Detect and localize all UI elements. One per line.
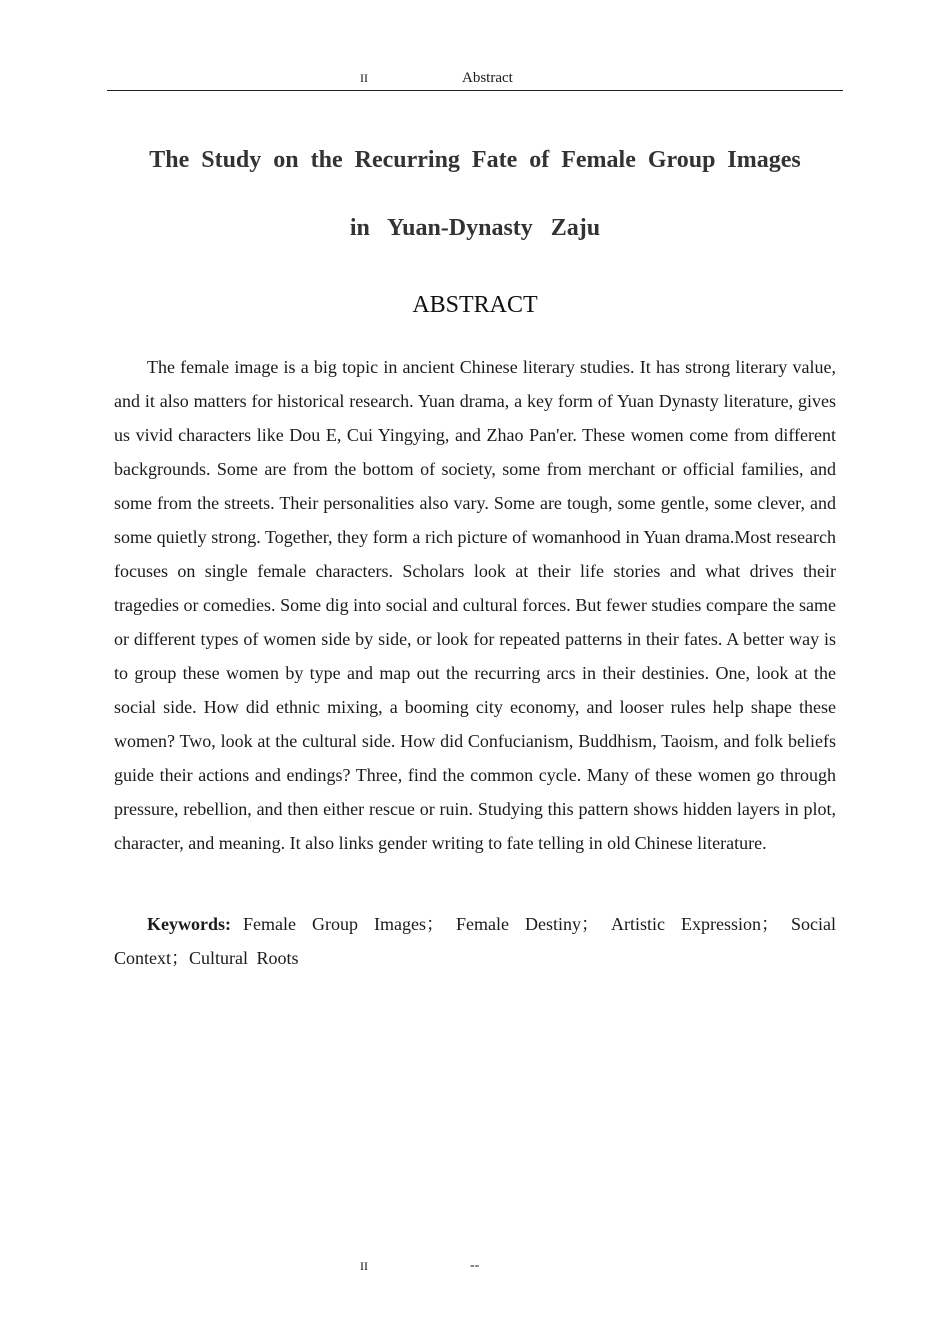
keyword-separator: ；: [171, 948, 189, 968]
abstract-heading: ABSTRACT: [412, 292, 538, 318]
page-header: [107, 68, 843, 91]
footer-page-number: II: [360, 1259, 368, 1273]
keyword-item: Social Context: [114, 914, 837, 968]
header-section-title: Abstract: [462, 70, 513, 86]
footer-marker: --: [470, 1258, 480, 1273]
keyword-separator: ；: [761, 914, 780, 934]
keywords: [114, 907, 836, 975]
keyword-separator: ；: [426, 914, 444, 934]
keyword-item: Artistic Expression: [611, 914, 762, 934]
header-page-number: II: [360, 71, 368, 85]
keywords-label: Keywords:: [147, 914, 231, 934]
keyword-item: Cultural Roots: [189, 948, 299, 968]
abstract-body: The female image is a big topic in ancient Chinese literary studies. It has strong literary value, and it also matters for historical research. Yuan drama, a key form of Yuan Dynasty literature, gives us vivid characters like Dou E, Cui Yingying, and Zhao Pan'er. These women come from different backgrounds. Some are from the bottom of society, some from merchant or official families, and some from the streets. Their personalities also vary. Some are tough, some gentle, some clever, and some quietly strong. Together, they form a rich picture of womanhood in Yuan drama.Most research focuses on single female characters. Scholars look at their life stories and what drives their tragedies or comedies. Some dig into social and cultural forces. But fewer studies compare the same or different types of women side by side, or look for repeated patterns in their fates. A better way is to group these women by type and map out the recurring arcs in their destinies. One, look at the social side. How did ethnic mixing, a booming city economy, and looser rules help shape these women? Two, look at the cultural side. How did Confucianism, Buddhism, Taoism, and folk beliefs guide their actions and endings? Three, find the common cycle. Many of these women go through pressure, rebellion, and then either rescue or ruin. Studying this pattern shows hidden layers in plot, character, and meaning. It also links gender writing to fate telling in old Chinese literature.: [114, 357, 836, 853]
keyword-separator: ；: [581, 914, 600, 934]
thesis-title-line-2: in Yuan-Dynasty Zaju: [349, 215, 601, 241]
keyword-item: Female Destiny: [456, 914, 582, 934]
keyword-item: Female Group Images: [243, 914, 426, 934]
thesis-title-line-1: The Study on the Recurring Fate of Female Group Images: [149, 147, 801, 173]
